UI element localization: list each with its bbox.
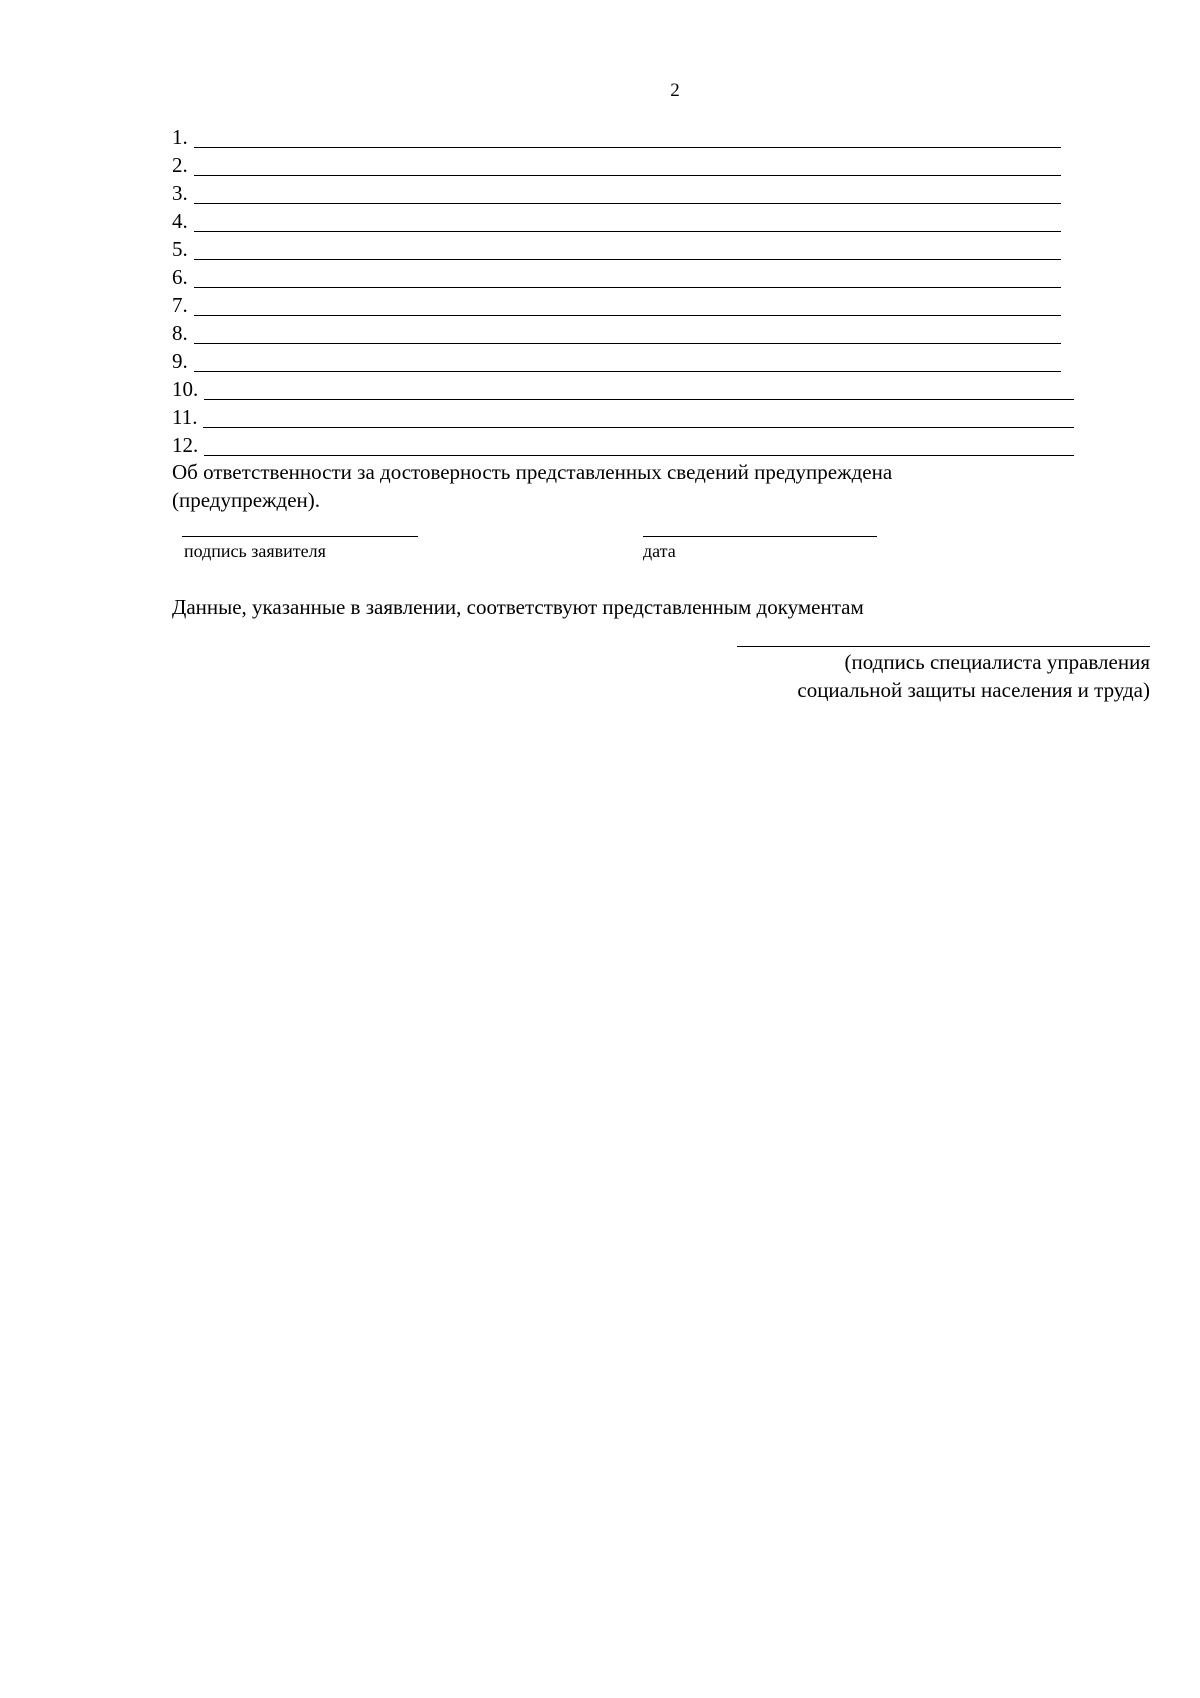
blank-line-field[interactable]	[203, 407, 1074, 428]
numbered-line-item	[172, 204, 1061, 232]
specialist-signature-line[interactable]	[737, 646, 1150, 647]
line-number: 5.	[172, 237, 188, 261]
blank-line-field[interactable]	[194, 127, 1061, 148]
blank-line-field[interactable]	[194, 267, 1061, 288]
blank-line-field[interactable]	[194, 211, 1061, 232]
numbered-line-item	[172, 288, 1061, 316]
blank-line-field[interactable]	[194, 323, 1061, 344]
line-number: 9.	[172, 349, 188, 373]
blank-line-field[interactable]	[194, 239, 1061, 260]
line-number: 11.	[172, 405, 198, 429]
line-number: 1.	[172, 125, 188, 149]
blank-line-field[interactable]	[194, 351, 1061, 372]
numbered-line-item	[172, 344, 1061, 372]
date-line[interactable]	[643, 536, 877, 537]
numbered-line-item	[172, 428, 1074, 456]
line-number: 7.	[172, 293, 188, 317]
page-number: 2	[670, 80, 680, 101]
line-number: 2.	[172, 153, 188, 177]
blank-line-field[interactable]	[204, 379, 1074, 400]
responsibility-text-line1: Об ответственности за достоверность представленных сведений предупреждена	[172, 460, 893, 484]
blank-line-field[interactable]	[194, 183, 1061, 204]
numbered-line-item	[172, 232, 1061, 260]
numbered-line-item	[172, 260, 1061, 288]
line-number: 6.	[172, 265, 188, 289]
verification-text: Данные, указанные в заявлении, соответствуют представленным документам	[172, 595, 864, 619]
blank-line-field[interactable]	[194, 155, 1061, 176]
specialist-signature-label-line1: (подпись специалиста управления	[844, 650, 1150, 674]
applicant-signature-label: подпись заявителя	[184, 541, 326, 561]
applicant-signature-line[interactable]	[182, 536, 418, 537]
line-number: 3.	[172, 181, 188, 205]
blank-line-field[interactable]	[204, 435, 1074, 456]
numbered-line-item	[172, 316, 1061, 344]
blank-line-field[interactable]	[194, 295, 1061, 316]
line-number: 4.	[172, 209, 188, 233]
responsibility-text-line2: (предупрежден).	[172, 488, 321, 512]
line-number: 8.	[172, 321, 188, 345]
specialist-signature-label-line2: социальной защиты населения и труда)	[797, 678, 1150, 702]
line-number: 10.	[172, 377, 199, 401]
numbered-line-item	[172, 400, 1074, 428]
numbered-line-item	[172, 148, 1061, 176]
line-number: 12.	[172, 433, 199, 457]
numbered-line-item	[172, 176, 1061, 204]
numbered-line-item	[172, 120, 1061, 148]
numbered-line-item	[172, 372, 1074, 400]
date-label: дата	[643, 541, 676, 561]
